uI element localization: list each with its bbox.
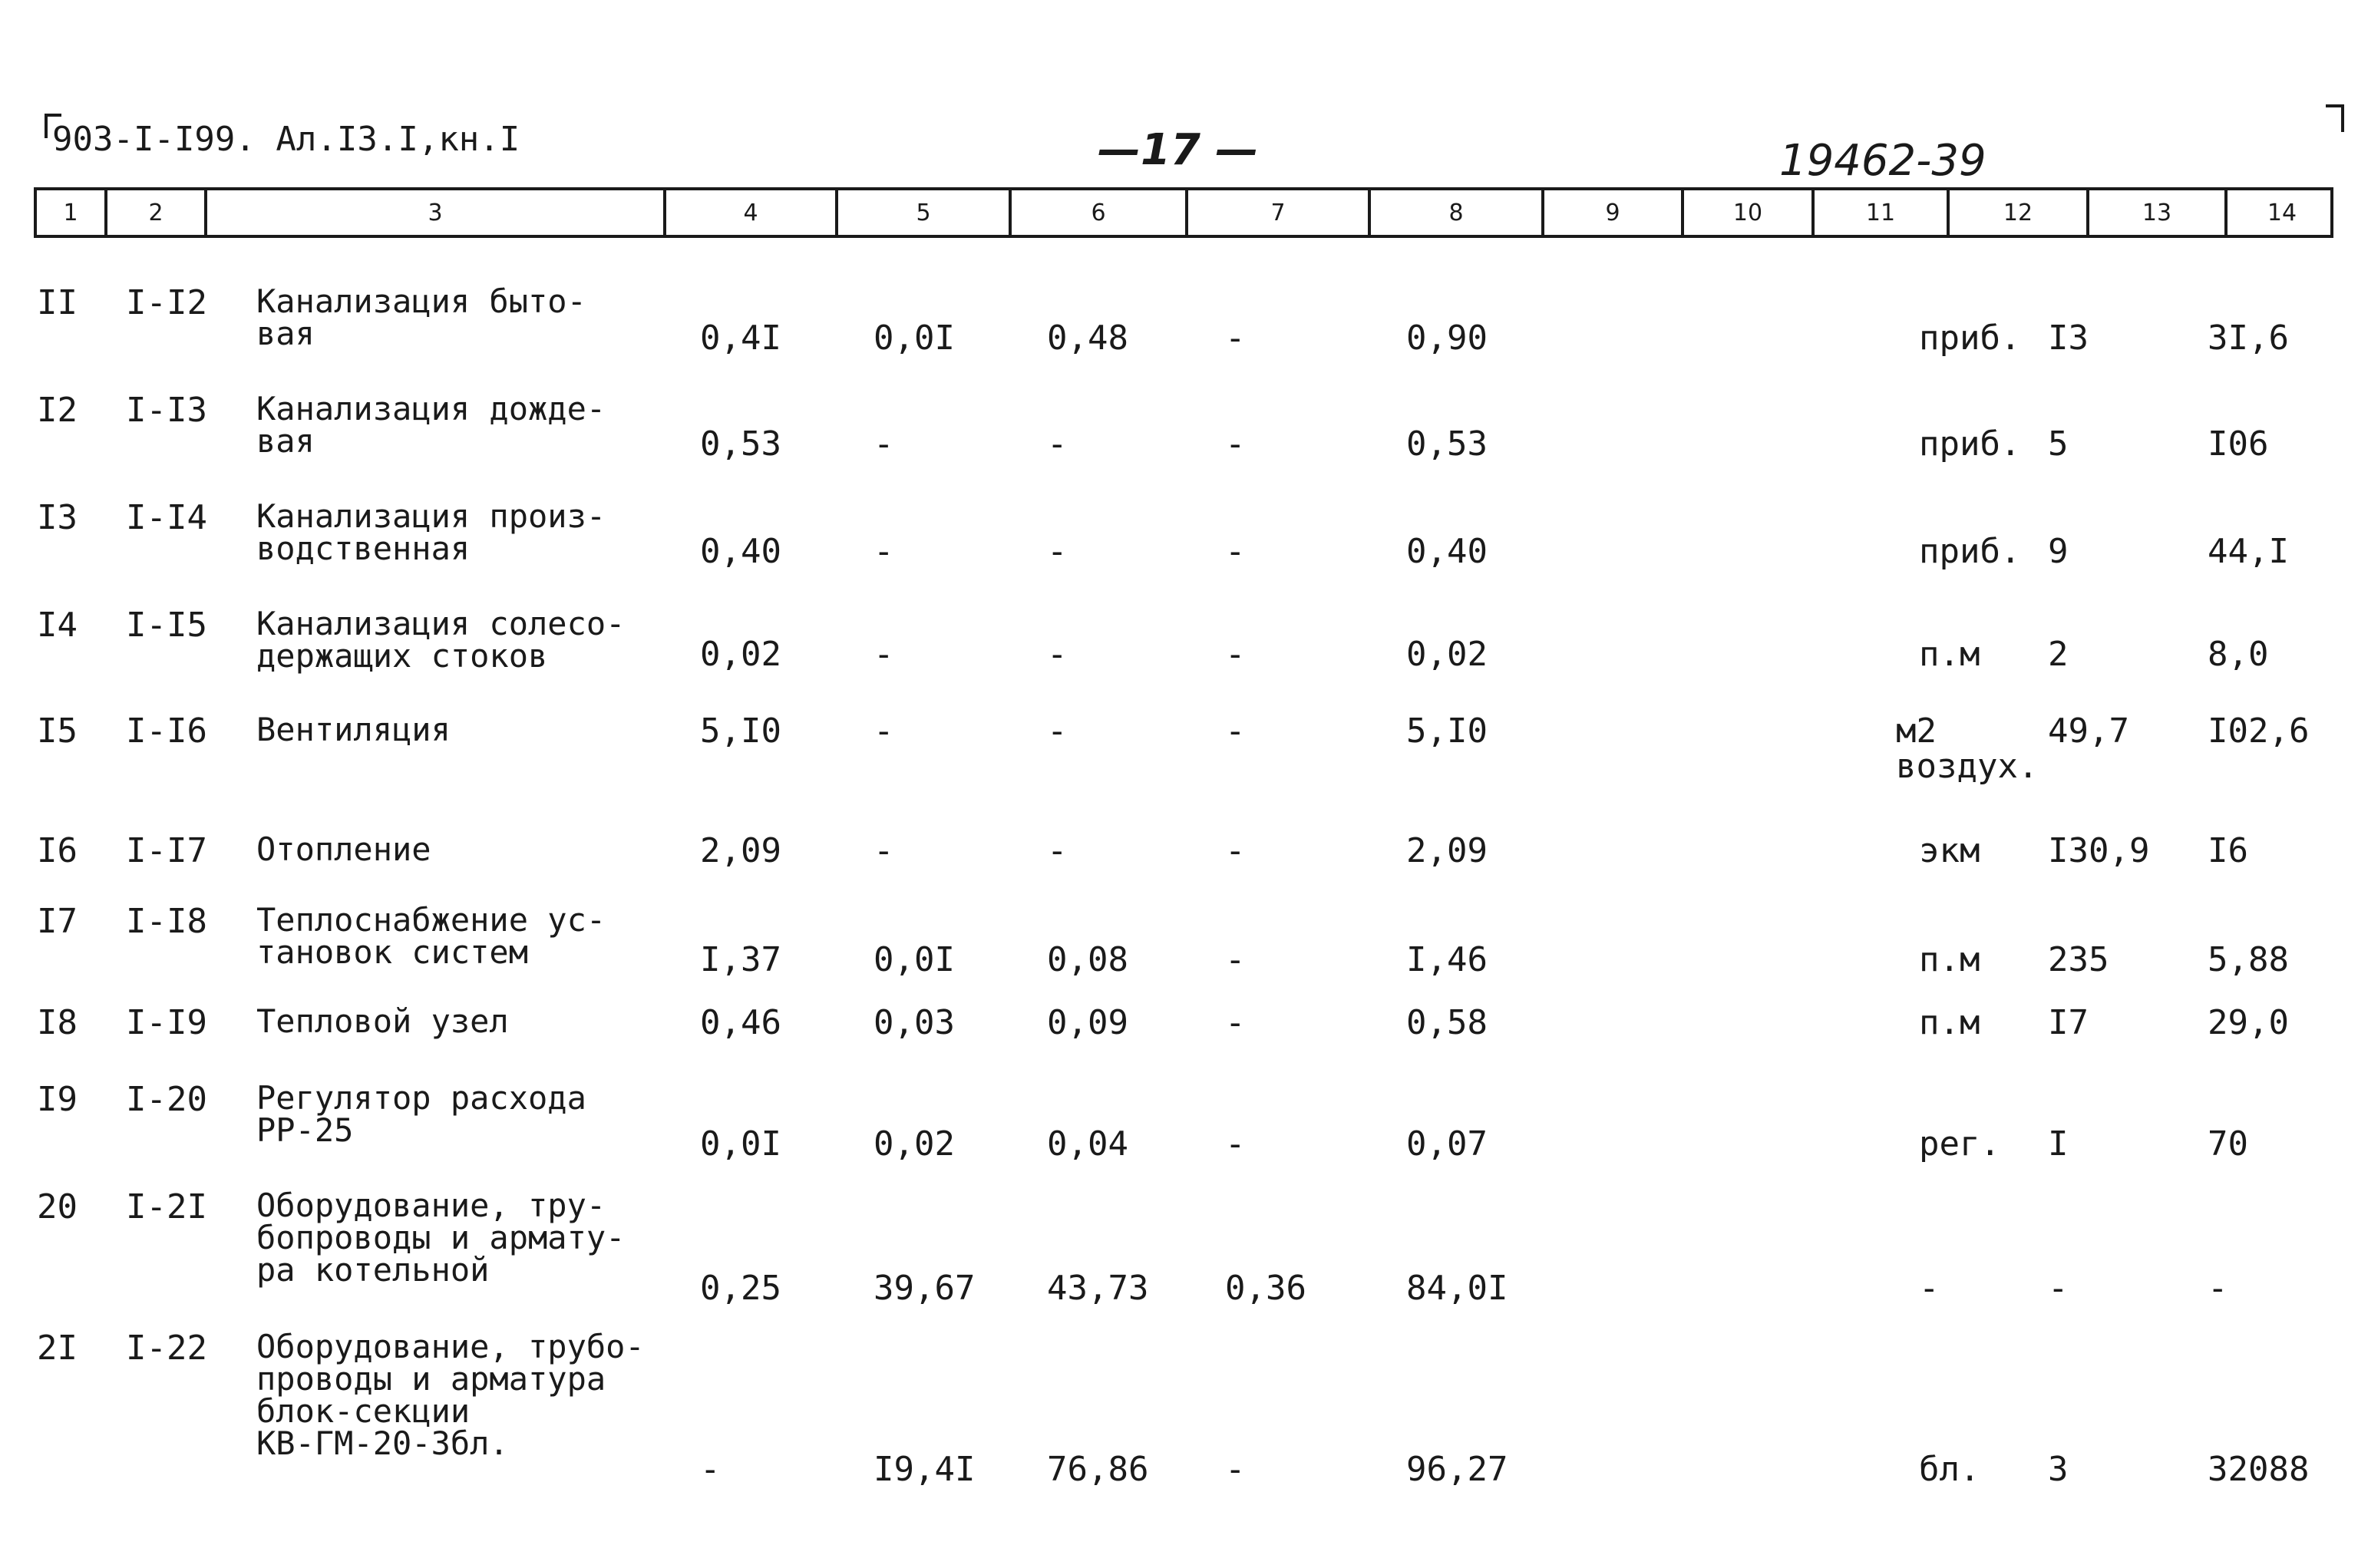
col7-value: - bbox=[1225, 635, 1246, 674]
column-header-8: 8 bbox=[1368, 190, 1541, 235]
col8-value: 0,02 bbox=[1406, 635, 1488, 674]
col5-value: - bbox=[874, 532, 894, 571]
registration-number: 19462-39 bbox=[1779, 136, 1986, 186]
page-number: —17 — bbox=[1098, 125, 1259, 175]
row-number: I4 bbox=[37, 606, 78, 645]
col4-value: - bbox=[700, 1450, 721, 1489]
col7-value: 0,36 bbox=[1225, 1269, 1306, 1308]
col6-value: 0,08 bbox=[1047, 940, 1128, 979]
description-line: Канализация дожде- bbox=[256, 390, 606, 427]
col5-value: I9,4I bbox=[874, 1450, 976, 1489]
col14-value: 8,0 bbox=[2208, 635, 2269, 674]
column-header-14: 14 bbox=[2224, 190, 2337, 235]
col4-value: 2,09 bbox=[700, 831, 781, 870]
quantity-cell: 9 bbox=[2048, 532, 2069, 571]
col4-value: 0,4I bbox=[700, 319, 781, 358]
unit-cell: экм bbox=[1919, 831, 1980, 870]
col8-value: I,46 bbox=[1406, 940, 1488, 979]
col8-value: 0,07 bbox=[1406, 1124, 1488, 1164]
unit-cell: приб. bbox=[1919, 424, 2021, 464]
row-number: I5 bbox=[37, 711, 78, 751]
description-line: бопроводы и армату- bbox=[256, 1219, 626, 1256]
col8-value: 0,40 bbox=[1406, 532, 1488, 571]
col8-value: 2,09 bbox=[1406, 831, 1488, 870]
description-line: блок-секции bbox=[256, 1392, 471, 1430]
column-header-7: 7 bbox=[1185, 190, 1368, 235]
column-header-9: 9 bbox=[1541, 190, 1681, 235]
col6-value: - bbox=[1047, 532, 1068, 571]
col7-value: - bbox=[1225, 1003, 1246, 1042]
description-line: водственная bbox=[256, 530, 471, 567]
col14-value: I02,6 bbox=[2208, 711, 2310, 751]
description-line: КВ-ГМ-20-3бл. bbox=[256, 1424, 509, 1462]
col6-value: - bbox=[1047, 424, 1068, 464]
col5-value: 0,0I bbox=[874, 319, 955, 358]
col5-value: - bbox=[874, 424, 894, 464]
col6-value: 76,86 bbox=[1047, 1450, 1149, 1489]
row-number: I9 bbox=[37, 1080, 78, 1119]
description-line: вая bbox=[256, 422, 315, 460]
item-code: I-2I bbox=[126, 1187, 207, 1226]
col6-value: 0,04 bbox=[1047, 1124, 1128, 1164]
unit-cell: - bbox=[1919, 1269, 1940, 1308]
row-number: II bbox=[37, 283, 78, 322]
description-line: Канализация солесо- bbox=[256, 605, 626, 642]
column-header-13: 13 bbox=[2086, 190, 2224, 235]
column-number-header bbox=[34, 187, 2333, 238]
row-number: 20 bbox=[37, 1187, 78, 1226]
col5-value: 0,0I bbox=[874, 940, 955, 979]
col7-value: - bbox=[1225, 424, 1246, 464]
col14-value: 29,0 bbox=[2208, 1003, 2289, 1042]
row-number: I2 bbox=[37, 391, 78, 430]
quantity-cell: I bbox=[2048, 1124, 2069, 1164]
description-line: Тепловой узел bbox=[256, 1002, 509, 1040]
col14-value: 44,I bbox=[2208, 532, 2289, 571]
quantity-cell: 2 bbox=[2048, 635, 2069, 674]
unit-cell: п.м bbox=[1919, 635, 1980, 674]
column-header-11: 11 bbox=[1811, 190, 1947, 235]
description-line: РР-25 bbox=[256, 1111, 354, 1149]
unit-cell: п.м bbox=[1919, 1003, 1980, 1042]
row-number: I3 bbox=[37, 498, 78, 537]
item-code: I-I2 bbox=[126, 283, 207, 322]
col5-value: - bbox=[874, 635, 894, 674]
col5-value: 39,67 bbox=[874, 1269, 976, 1308]
quantity-cell: 235 bbox=[2048, 940, 2109, 979]
col7-value: - bbox=[1225, 319, 1246, 358]
col7-value: - bbox=[1225, 1124, 1246, 1164]
col8-value: 96,27 bbox=[1406, 1450, 1508, 1489]
row-number: I7 bbox=[37, 902, 78, 941]
row-number: I6 bbox=[37, 831, 78, 870]
column-header-12: 12 bbox=[1947, 190, 2086, 235]
unit-cell: приб. bbox=[1919, 532, 2021, 571]
description-line: Отопление bbox=[256, 830, 431, 868]
description-line: тановок систем bbox=[256, 933, 529, 971]
col8-value: 0,53 bbox=[1406, 424, 1488, 464]
quantity-cell: I30,9 bbox=[2048, 831, 2150, 870]
col14-value: - bbox=[2208, 1269, 2228, 1308]
column-header-4: 4 bbox=[663, 190, 835, 235]
quantity-cell: I7 bbox=[2048, 1003, 2089, 1042]
column-header-2: 2 bbox=[104, 190, 204, 235]
quantity-cell: 49,7 bbox=[2048, 711, 2129, 751]
col6-value: 0,48 bbox=[1047, 319, 1128, 358]
col14-value: 5,88 bbox=[2208, 940, 2289, 979]
unit-cell: рег. bbox=[1919, 1124, 2000, 1164]
item-code: I-I3 bbox=[126, 391, 207, 430]
col8-value: 0,90 bbox=[1406, 319, 1488, 358]
item-code: I-I8 bbox=[126, 902, 207, 941]
col5-value: - bbox=[874, 831, 894, 870]
row-number: 2I bbox=[37, 1329, 78, 1368]
item-code: I-I4 bbox=[126, 498, 207, 537]
col5-value: 0,03 bbox=[874, 1003, 955, 1042]
unit-cell: бл. bbox=[1919, 1450, 1980, 1489]
column-header-6: 6 bbox=[1009, 190, 1185, 235]
col4-value: 0,46 bbox=[700, 1003, 781, 1042]
quantity-cell: - bbox=[2048, 1269, 2069, 1308]
col4-value: 0,02 bbox=[700, 635, 781, 674]
col6-value: 0,09 bbox=[1047, 1003, 1128, 1042]
row-number: I8 bbox=[37, 1003, 78, 1042]
unit-cell: м2 воздух. bbox=[1896, 711, 2039, 786]
col4-value: 0,53 bbox=[700, 424, 781, 464]
column-header-10: 10 bbox=[1681, 190, 1811, 235]
col6-value: - bbox=[1047, 635, 1068, 674]
col6-value: 43,73 bbox=[1047, 1269, 1149, 1308]
column-header-1: 1 bbox=[63, 199, 78, 226]
item-code: I-20 bbox=[126, 1080, 207, 1119]
col14-value: I6 bbox=[2208, 831, 2248, 870]
item-code: I-I6 bbox=[126, 711, 207, 751]
unit-cell: п.м bbox=[1919, 940, 1980, 979]
col4-value: 5,I0 bbox=[700, 711, 781, 751]
col8-value: 0,58 bbox=[1406, 1003, 1488, 1042]
col7-value: - bbox=[1225, 1450, 1246, 1489]
col14-value: I06 bbox=[2208, 424, 2269, 464]
col7-value: - bbox=[1225, 711, 1246, 751]
column-header-3: 3 bbox=[204, 190, 663, 235]
description-line: Теплоснабжение ус- bbox=[256, 901, 606, 939]
description-line: Вентиляция bbox=[256, 711, 451, 748]
col4-value: 0,25 bbox=[700, 1269, 781, 1308]
col7-value: - bbox=[1225, 532, 1246, 571]
description-line: Регулятор расхода bbox=[256, 1079, 586, 1117]
description-line: ра котельной bbox=[256, 1251, 490, 1289]
col7-value: - bbox=[1225, 940, 1246, 979]
col14-value: 70 bbox=[2208, 1124, 2248, 1164]
column-header-5: 5 bbox=[835, 190, 1009, 235]
quantity-cell: 5 bbox=[2048, 424, 2069, 464]
description-line: Оборудование, трубо- bbox=[256, 1328, 645, 1365]
quantity-cell: I3 bbox=[2048, 319, 2089, 358]
item-code: I-22 bbox=[126, 1329, 207, 1368]
col4-value: 0,0I bbox=[700, 1124, 781, 1164]
item-code: I-I5 bbox=[126, 606, 207, 645]
document-code: 903-I-I99. Ал.I3.I,кн.I bbox=[52, 120, 520, 159]
col14-value: 32088 bbox=[2208, 1450, 2310, 1489]
col6-value: - bbox=[1047, 711, 1068, 751]
col8-value: 84,0I bbox=[1406, 1269, 1508, 1308]
description-line: вая bbox=[256, 315, 315, 352]
description-line: проводы и арматура bbox=[256, 1360, 606, 1398]
col8-value: 5,I0 bbox=[1406, 711, 1488, 751]
item-code: I-I9 bbox=[126, 1003, 207, 1042]
quantity-cell: 3 bbox=[2048, 1450, 2069, 1489]
col5-value: 0,02 bbox=[874, 1124, 955, 1164]
col4-value: I,37 bbox=[700, 940, 781, 979]
description-line: Оборудование, тру- bbox=[256, 1187, 606, 1224]
description-line: держащих стоков bbox=[256, 637, 548, 675]
col4-value: 0,40 bbox=[700, 532, 781, 571]
corner-mark-right bbox=[2326, 104, 2344, 132]
col6-value: - bbox=[1047, 831, 1068, 870]
col14-value: 3I,6 bbox=[2208, 319, 2289, 358]
item-code: I-I7 bbox=[126, 831, 207, 870]
col5-value: - bbox=[874, 711, 894, 751]
description-line: Канализация произ- bbox=[256, 497, 606, 535]
description-line: Канализация быто- bbox=[256, 282, 586, 320]
col7-value: - bbox=[1225, 831, 1246, 870]
unit-cell: приб. bbox=[1919, 319, 2021, 358]
